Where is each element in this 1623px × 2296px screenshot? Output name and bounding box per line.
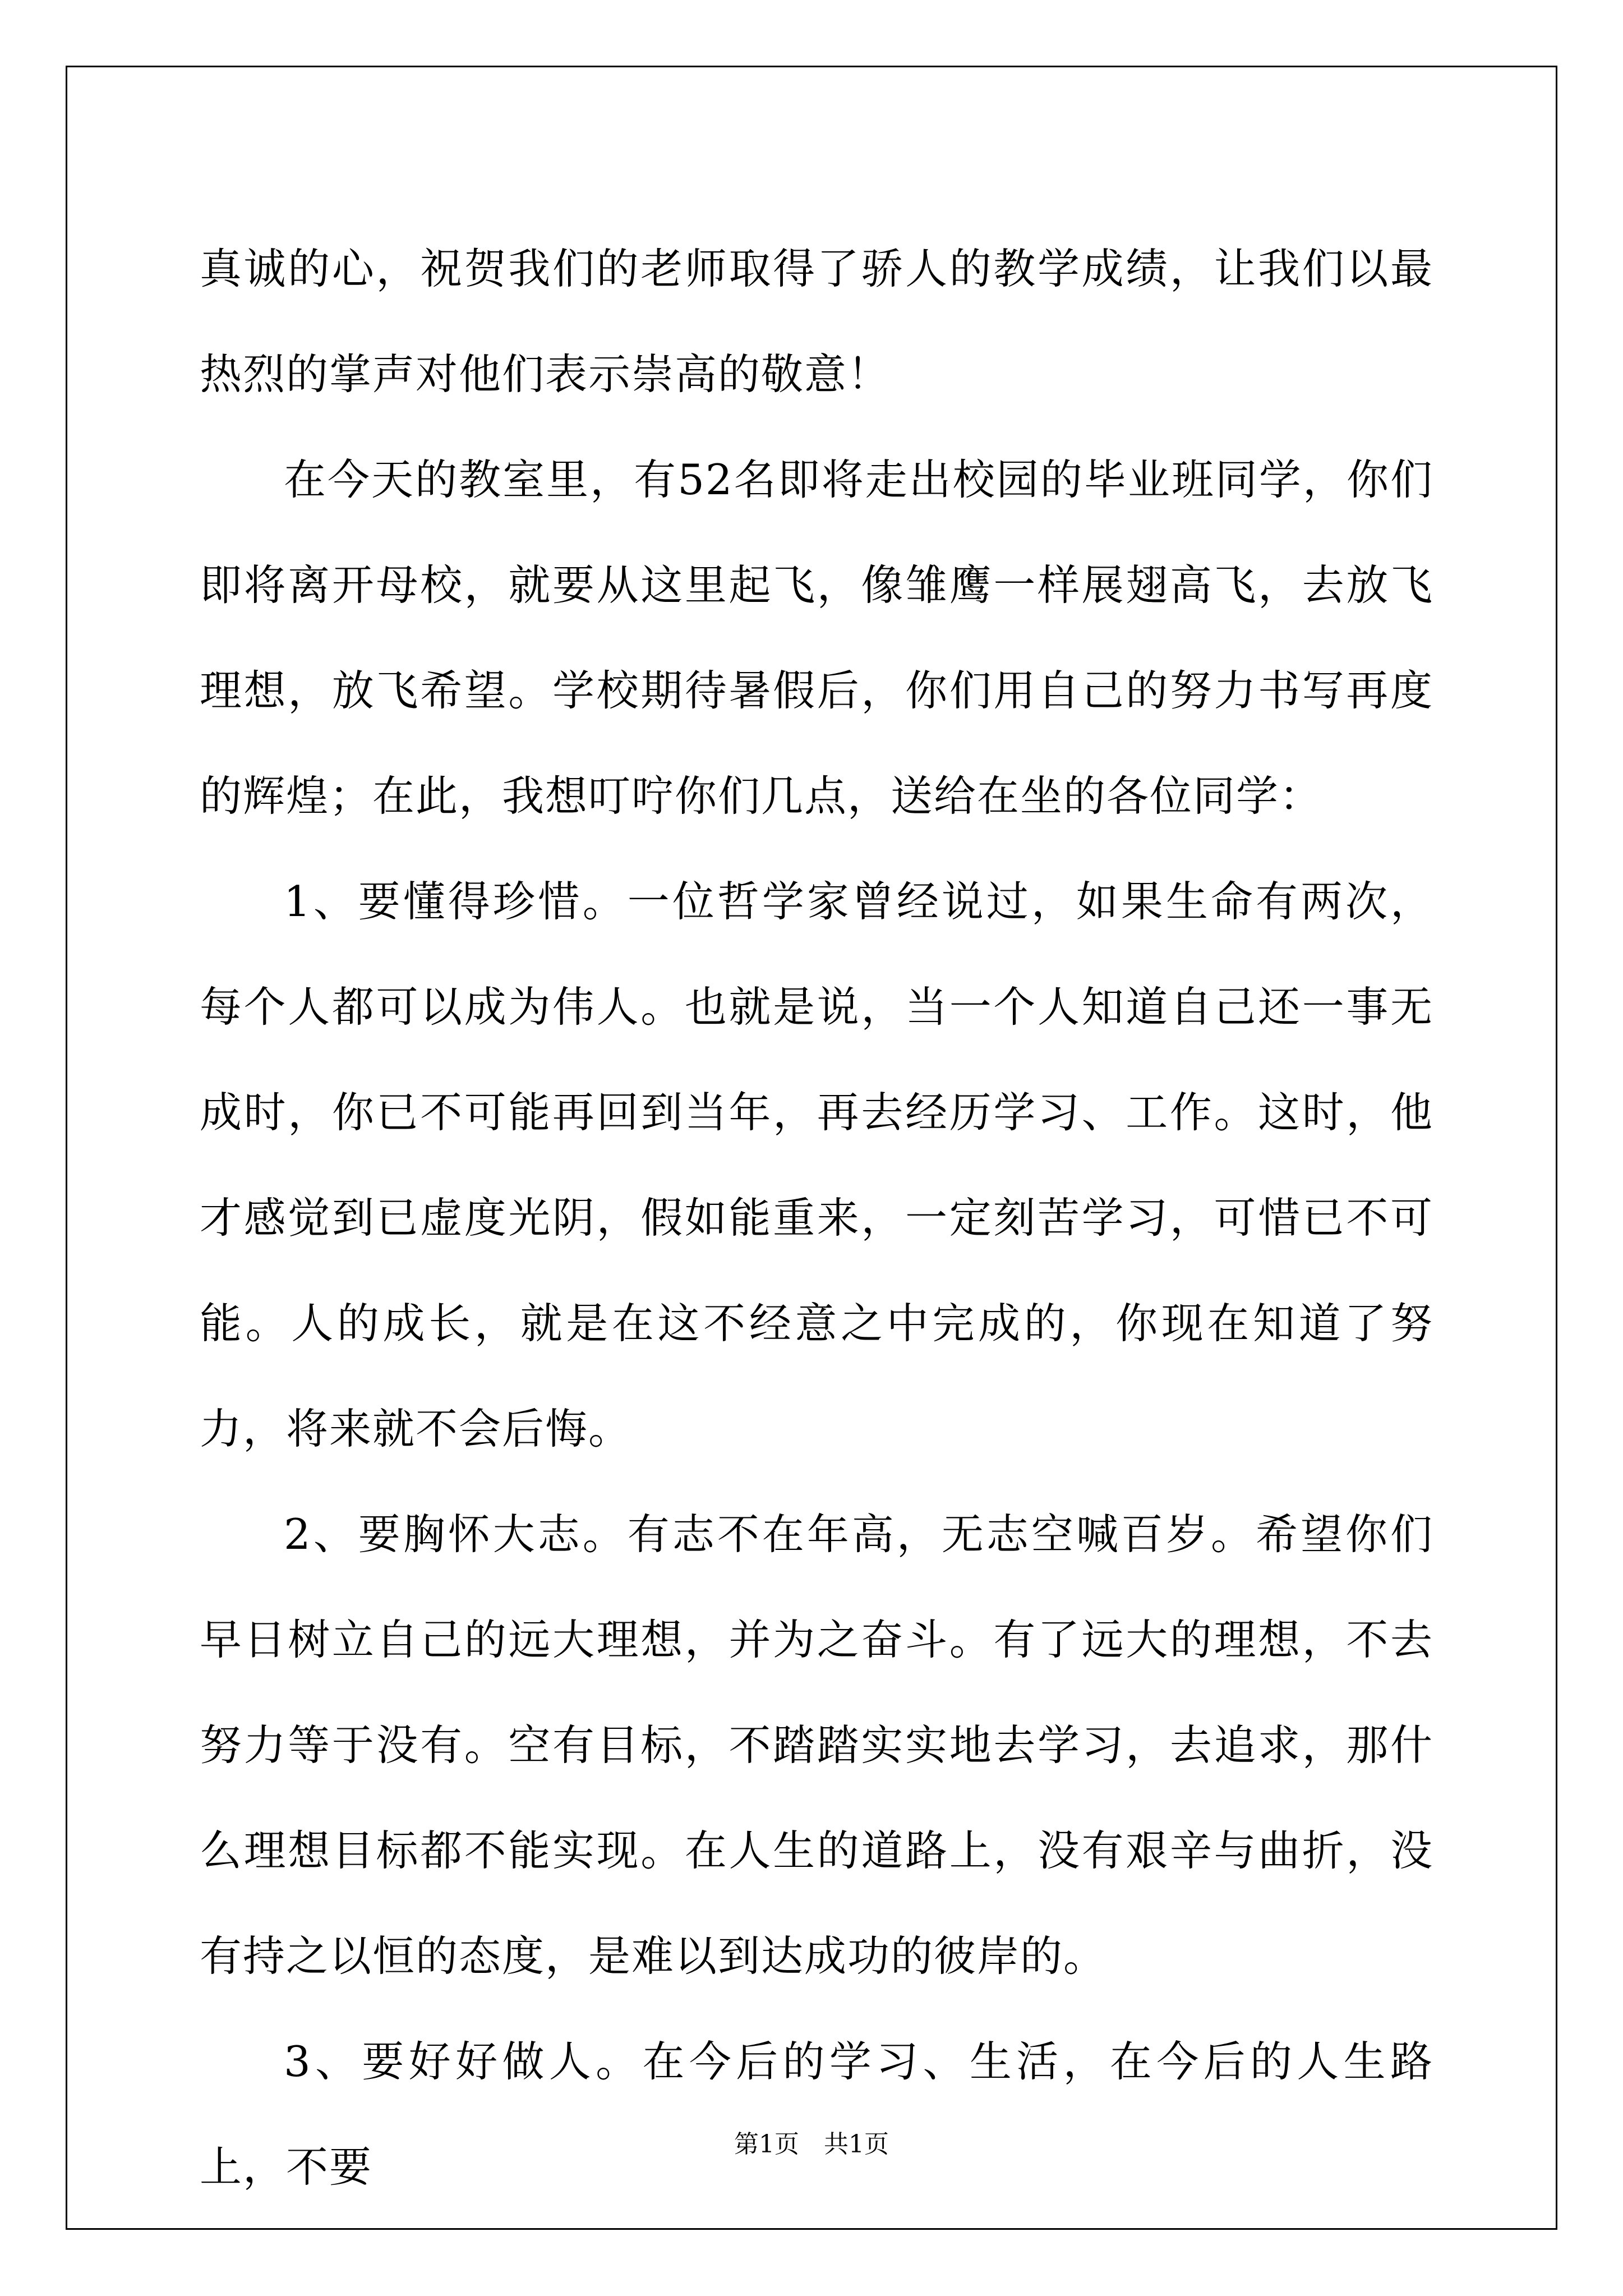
document-body (200, 216, 1433, 2220)
paragraph-5: 3、要好好做人。在今后的学习、生活，在今后的人生路上，不要 (200, 2037, 1433, 2192)
page-footer: 第1页 共1页 (734, 2130, 889, 2159)
paragraph-4: 2、要胸怀大志。有志不在年高，无志空喊百岁。希望你们早日树立自己的远大理想，并为之奋斗。有了远大的理想，不去努力等于没有。空有目标，不踏踏实实地去学习，去追求，那什么理想目标都不能实现。在人生的道路上，没有艰辛与曲折，没有持之以恒的态度，是难以到达成功的彼岸的。 (200, 1510, 1433, 1981)
paragraph-2: 在今天的教室里，有52名即将走出校园的毕业班同学，你们即将离开母校，就要从这里起飞，像雏鹰一样展翅高飞，去放飞理想，放飞希望。学校期待暑假后，你们用自己的努力书写再度的辉煌；在此，我想叮咛你们几点，送给在坐的各位同学： (200, 455, 1433, 821)
paragraph-1: 真诚的心，祝贺我们的老师取得了骄人的教学成绩，让我们以最热烈的掌声对他们表示崇高的敬意！ (200, 244, 1433, 399)
paragraph-3: 1、要懂得珍惜。一位哲学家曾经说过，如果生命有两次，每个人都可以成为伟人。也就是说，当一个人知道自己还一事无成时，你已不可能再回到当年，再去经历学习、工作。这时，他才感觉到已虚度光阴，假如能重来，一定刻苦学习，可惜已不可能。人的成长，就是在这不经意之中完成的，你现在知道了努力，将来就不会后悔。 (200, 877, 1433, 1453)
